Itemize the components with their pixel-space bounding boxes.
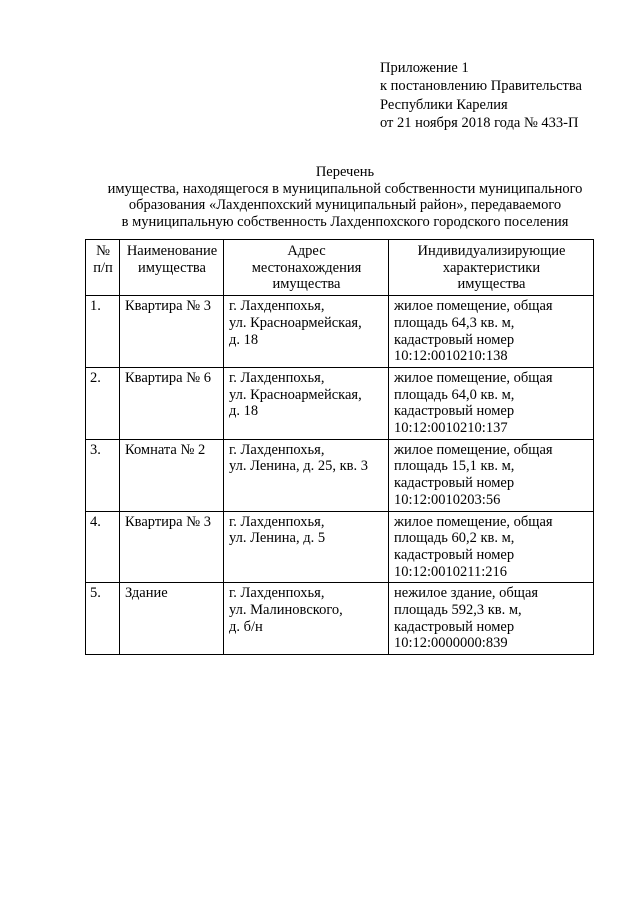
details-line: площадь 64,3 кв. м, [394,314,515,331]
table-row [86,367,594,439]
property-table [85,239,594,655]
details-line: нежилое здание, общая [394,585,539,602]
table-header-row [86,240,594,296]
header-text: имущества [457,276,526,293]
address-line: г. Лахденпохья, [229,585,325,602]
appendix-line: от 21 ноября 2018 года № 433-П [380,114,579,131]
header-text: имущества [272,276,341,293]
appendix-line: к постановлению Правительства [380,78,582,95]
address-line: ул. Красноармейская, [229,314,362,331]
row-number: 5. [86,583,120,655]
address-line: ул. Малиновского, [229,602,343,619]
row-address [224,296,389,368]
appendix-block [380,59,630,132]
details-line: 10:12:0010210:138 [394,348,508,365]
details-line: кадастровый номер [394,546,515,563]
document-heading [80,164,610,230]
row-name: Здание [120,583,224,655]
row-number: 3. [86,439,120,511]
row-address [224,511,389,583]
header-details [389,240,594,296]
address-line: ул. Красноармейская, [229,386,362,403]
appendix-line: Республики Карелия [380,96,508,113]
address-line: ул. Ленина, д. 25, кв. 3 [229,458,369,475]
table-row [86,583,594,655]
details-line: площадь 60,2 кв. м, [394,530,515,547]
row-name: Квартира № 3 [120,296,224,368]
row-number: 1. [86,296,120,368]
header-text: имущества [137,259,206,276]
header-text: Индивидуализирующие [417,243,566,259]
address-line: д. 18 [229,331,259,348]
row-address [224,367,389,439]
details-line: площадь 15,1 кв. м, [394,458,515,475]
address-line: г. Лахденпохья, [229,369,325,386]
row-number: 4. [86,511,120,583]
details-line: 10:12:0010210:137 [394,420,508,437]
address-line: г. Лахденпохья, [229,513,325,530]
details-line: жилое помещение, общая [394,298,553,315]
row-name: Квартира № 3 [120,511,224,583]
row-name: Комната № 2 [120,439,224,511]
address-line: г. Лахденпохья, [229,441,325,458]
details-line: 10:12:0010211:216 [394,563,508,580]
row-details [389,439,594,511]
details-line: жилое помещение, общая [394,369,553,386]
row-name: Квартира № 6 [120,367,224,439]
header-text: местонахождения [251,259,362,276]
address-line: д. 18 [229,403,259,420]
address-line: г. Лахденпохья, [229,298,325,315]
details-line: 10:12:0000000:839 [394,635,508,652]
row-details [389,367,594,439]
details-line: кадастровый номер [394,475,515,492]
row-address [224,439,389,511]
header-number [86,240,120,296]
table-row [86,511,594,583]
row-details [389,296,594,368]
header-name [120,240,224,296]
details-line: кадастровый номер [394,331,515,348]
header-text: Адрес [287,243,326,259]
heading-line: имущества, находящегося в муниципальной собственности муниципального [107,180,583,197]
details-line: жилое помещение, общая [394,441,553,458]
details-line: кадастровый номер [394,403,515,420]
table-row [86,296,594,368]
details-line: жилое помещение, общая [394,513,553,530]
header-address [224,240,389,296]
heading-line: в муниципальную собственность Лахденпохского городского поселения [121,213,569,230]
header-text: Наименование [126,243,218,259]
row-details [389,511,594,583]
details-line: кадастровый номер [394,618,515,635]
header-text: п/п [93,259,113,276]
address-line: д. б/н [229,618,263,635]
table-row [86,439,594,511]
header-text: № [96,243,110,259]
heading-title: Перечень [315,164,375,180]
details-line: площадь 592,3 кв. м, [394,602,522,619]
details-line: площадь 64,0 кв. м, [394,386,515,403]
header-text: характеристики [442,259,541,276]
row-address [224,583,389,655]
appendix-line: Приложение 1 [380,60,469,76]
details-line: 10:12:0010203:56 [394,491,501,508]
address-line: ул. Ленина, д. 5 [229,530,326,547]
row-number: 2. [86,367,120,439]
row-details [389,583,594,655]
heading-line: образования «Лахденпохский муниципальный район», передаваемого [128,197,562,214]
